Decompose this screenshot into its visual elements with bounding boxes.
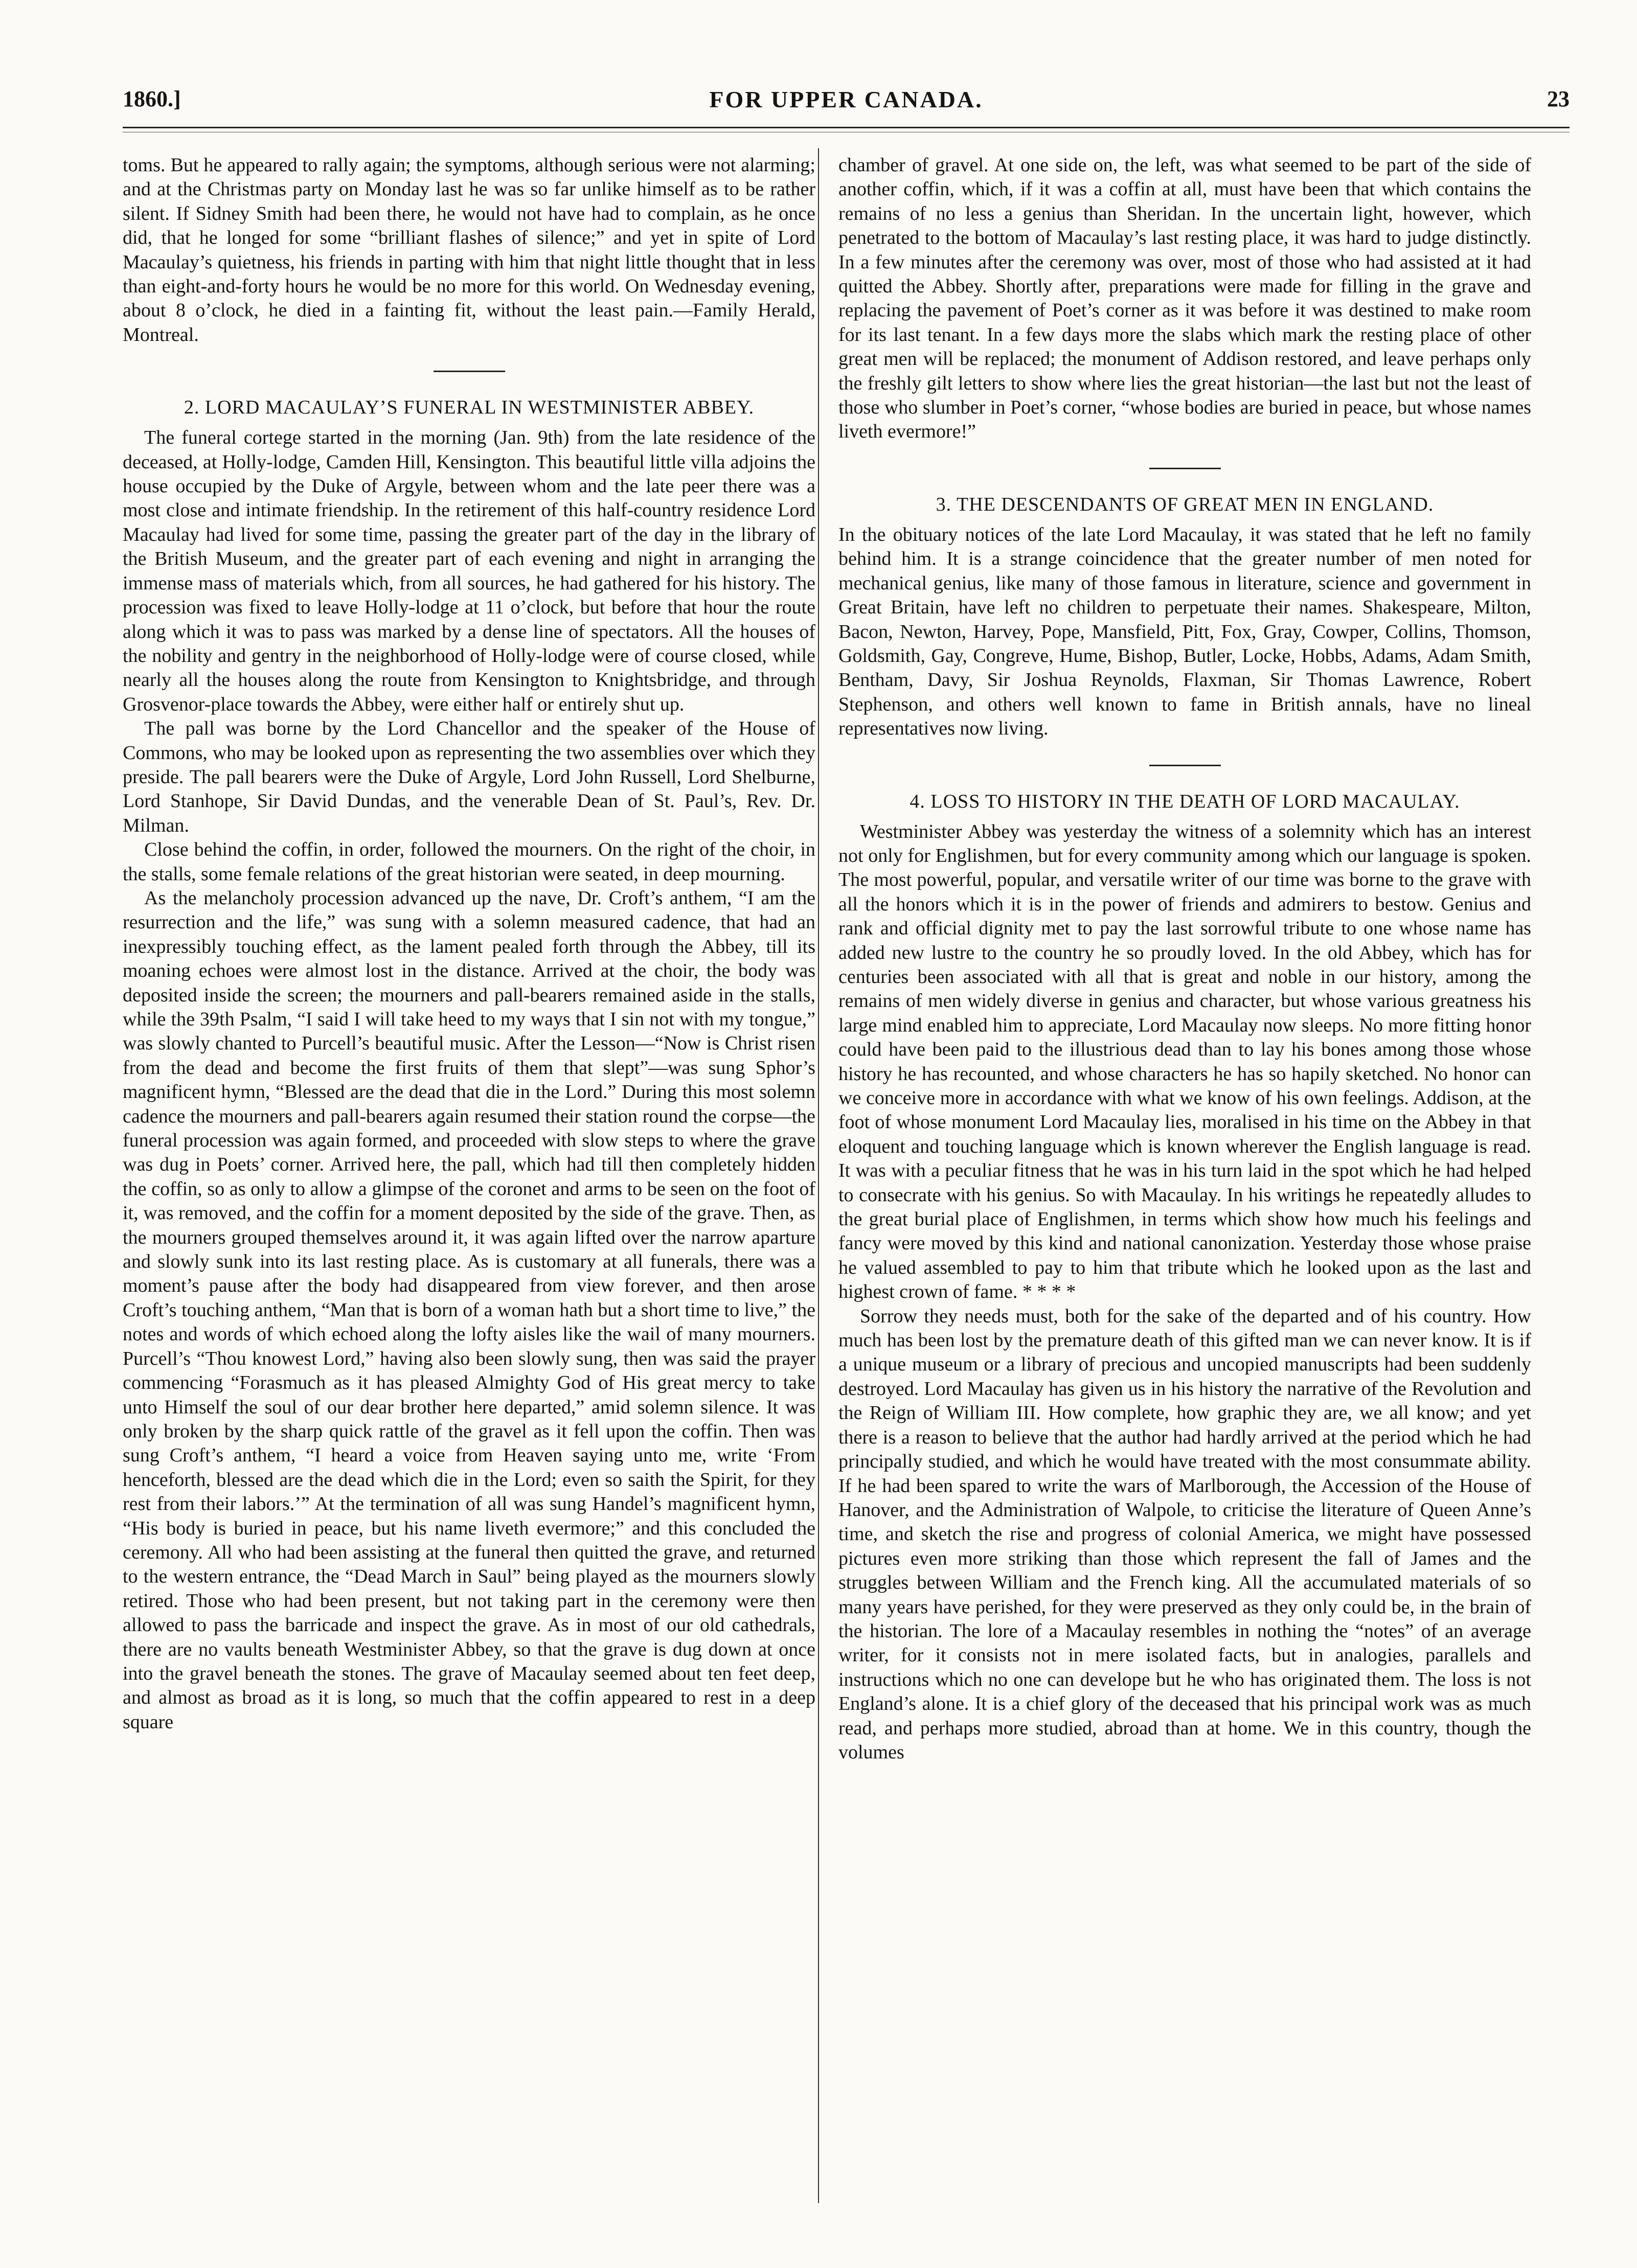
header-rule-thick (123, 127, 1570, 128)
intro-paragraph: toms. But he appeared to rally again; the symptoms, although serious were not alarming; and at the Christmas party on Monday last he was so far unlike himself as to be rather silent. If Sidney Smith had been there, he would not have had to complain, as he once did, that he longed for some “brilliant flashes of silence;” and yet in spite of Lord Macaulay’s quietness, his friends in parting with him that night little thought that in less than eight-and-forty hours he would be no more for this world. On Wednesday evening, about 8 o’clock, he died in a fainting fit, without the least pain.—Family Herald, Montreal. (123, 154, 815, 346)
page-header (123, 86, 1570, 122)
column-divider (818, 148, 819, 2203)
paragraph-pall-bearers: The pall was borne by the Lord Chancellor and the speaker of the House of Commons, who may be looked upon as representing the two assemblies over which they preside. The pall bearers were the Duke of Argyle, Lord John Russell, Lord Shelburne, Lord Stanhope, Sir David Dundas, and the venerable Dean of St. Paul’s, Rev. Dr. Milman. (123, 718, 815, 836)
left-column (123, 153, 815, 1734)
paragraph-descendants: In the obituary notices of the late Lord Macaulay, it was stated that he left no family behind him. It is a strange coincidence that the greater number of men noted for mechanical genius, like many of those famous in literature, science and government in Great Britain, have left no children to perpetuate their names. Shakespeare, Milton, Bacon, Newton, Harvey, Pope, Mansfield, Pitt, Fox, Gray, Cowper, Collins, Thomson, Goldsmith, Gay, Congreve, Hume, Bishop, Butler, Locke, Hobbs, Adams, Adam Smith, Bentham, Davy, Sir Joshua Reynolds, Flaxman, Sir Thomas Lawrence, Robert Stephenson, and others well known to fame in British annals, have no lineal representatives now living. (838, 523, 1531, 740)
paragraph-mourners: Close behind the coffin, in order, followed the mourners. On the right of the choir, in the stalls, some female relations of the great historian were seated, in deep mourning. (123, 839, 815, 885)
header-year: 1860.] (123, 86, 181, 111)
header-title: FOR UPPER CANADA. (709, 86, 983, 112)
section-heading-descendants: 3. THE DESCENDANTS OF GREAT MEN IN ENGLAND. (936, 493, 1434, 515)
section-heading-funeral: 2. LORD MACAULAY’S FUNERAL IN WESTMINISTER ABBEY. (184, 397, 755, 419)
continuation-paragraph: chamber of gravel. At one side on, the left, was what seemed to be part of the side of another coffin, which, if it was a coffin at all, must have been that which contains the remains of no less a genius than Sheridan. In the uncertain light, however, which penetrated to the bottom of Macaulay’s last resting place, it was hard to judge distinctly. In a few minutes after the ceremony was over, most of those who had assisted at it had quitted the Abbey. Shortly after, preparations were made for filling in the grave and replacing the pavement of Poet’s corner as it was before it was destined to make room for its last tenant. In a few days more the slabs which mark the resting place of other great men will be replaced; the monument of Addison restored, and leave perhaps only the freshly gilt letters to show where lies the great historian—the last but not the least of those who slumber in Poet’s corner, “whose bodies are buried in peace, but whose names liveth evermore!” (838, 154, 1531, 443)
paragraph-procession: As the melancholy procession advanced up the nave, Dr. Croft’s anthem, “I am the resurrection and the life,” was sung with a solemn measured cadence, that had an inexpressibly touching effect, as the lament pealed forth through the Abbey, till its moaning echoes were almost lost in the distance. Arrived at the choir, the body was deposited inside the screen; the mourners and pall-bearers remained aside in the stalls, while the 39th Psalm, “I said I will take heed to my ways that I sin not with my tongue,” was slowly chanted to Purcell’s beautiful music. After the Lesson—“Now is Christ risen from the dead and become the first fruits of them that slept”—was sung Sphor’s magnificent hymn, “Blessed are the dead that die in the Lord.” During this most solemn cadence the mourners and pall-bearers again resumed their station round the corpse—the funeral procession was again formed, and proceeded with slow steps to where the grave was dug in Poets’ corner. Arrived here, the pall, which had till then completely hidden the coffin, so as only to allow a glimpse of the coronet and arms to be seen on the foot of it, was removed, and the coffin for a moment deposited by the side of the grave. Then, as the mourners grouped themselves around it, it was again lifted over the narrow aparture and slowly sunk into its last resting place. As is customary at all funerals, there was a moment’s pause after the body had disappeared from view forever, and then arose Croft’s touching anthem, “Man that is born of a woman hath but a short time to live,” the notes and words of which echoed along the lofty aisles like the wail of many mourners. Purcell’s “Thou knowest Lord,” having also been slowly sung, then was said the prayer commencing “Forasmuch as it has pleased Almighty God of His great mercy to take unto Himself the soul of our dear brother here departed,” amid solemn silence. It was only broken by the sharp quick rattle of the gravel as it fell upon the coffin. Then was sung Croft’s anthem, “I heard a voice from Heaven saying unto me, write ‘From henceforth, blessed are the dead which die in the Lord; even so saith the Spirit, for they rest from their labors.’” At the termination of all was sung Handel’s magnificent hymn, “His body is buried in peace, but his name liveth evermore;” and this concluded the ceremony. All who had been assisting at the funeral then quitted the grave, and returned to the western entrance, the “Dead March in Saul” being played as the mourners slowly retired. Those who had been present, but not taking part in the ceremony were then allowed to pass the barricade and inspect the grave. As in most of our old cathedrals, there are no vaults beneath Westminister Abbey, so that the grave is dug down at once into the gravel beneath the stones. The grave of Macaulay seemed about ten feet deep, and almost as broad as it is long, so much that the coffin appeared to rest in a deep square (123, 887, 815, 1733)
section-heading-loss-to-history: 4. LOSS TO HISTORY IN THE DEATH OF LORD MACAULAY. (910, 790, 1460, 812)
right-column (838, 153, 1531, 1765)
paragraph-abbey-solemnity: Westminister Abbey was yesterday the witness of a solemnity which has an interest not only for Englishmen, but for every community among which our language is spoken. The most powerful, popular, and versatile writer of our time was borne to the grave with all the honors which it is in the power of friends and admirers to bestow. Genius and rank and official dignity met to pay the last sorrowful tribute to one whose name has added new lustre to the country he so proudly loved. In the old Abbey, which has for centuries been associated with all that is great and noble in our history, among the remains of men widely diverse in genius and character, but whose various greatness his large mind enabled him to appreciate, Lord Macaulay now sleeps. No more fitting honor could have been paid to the illustrious dead than to lay his bones among those whose history he has recounted, and whose characters he has so hapily sketched. No honor can we conceive more in accordance with what we know of his own feelings. Addison, at the foot of whose monument Lord Macaulay lies, moralised in his time on the Abbey in that eloquent and touching language which is known wherever the English language is read. It was with a peculiar fitness that he was in his turn laid in the spot which he had helped to consecrate with his genius. So with Macaulay. In his writings he repeatedly alludes to the great burial place of Englishmen, in terms which show how much his feelings and fancy were moved by this kind and national canonization. Yesterday those whose praise he valued assembled to pay to him that tribute which he looked upon as the last and highest crown of fame. * * * * (838, 820, 1531, 1303)
paragraph-funeral-cortege: The funeral cortege started in the morning (Jan. 9th) from the late residence of the deceased, at Holly-lodge, Camden Hill, Kensington. This beautiful little villa adjoins the house occupied by the Duke of Argyle, between whom and the late peer there was a most close and intimate friendship. In the retirement of this half-country residence Lord Macaulay had lived for some time, passing the greater part of the day in the library of the British Museum, and the greater part of each evening and night in arranging the immense mass of materials which, from all sources, he had gathered for his history. The procession was fixed to leave Holly-lodge at 11 o’clock, but before that hour the route along which it was to pass was marked by a dense line of spectators. All the houses of the nobility and gentry in the neighborhood of Holly-lodge were of course closed, while nearly all the houses along the route from Kensington to Knightsbridge, and through Grosvenor-place towards the Abbey, were either half or entirely shut up. (123, 427, 815, 715)
page-number: 23 (1547, 86, 1570, 111)
paragraph-sorrow: Sorrow they needs must, both for the sake of the departed and of his country. How much has been lost by the premature death of this gifted man we can never know. It is if a unique museum or a library of precious and uncopied manuscripts had been suddenly destroyed. Lord Macaulay has given us in his history the narrative of the Revolution and the Reign of William III. How complete, how graphic they are, we all know; and yet there is a reason to believe that the author had hardly arrived at the period which he had principally studied, and which he would have treated with the most consummate ability. If he had been spared to write the wars of Marlborough, the Accession of the House of Hanover, and the Administration of Walpole, to criticise the literature of Queen Anne’s time, and sketch the rise and progress of colonial America, we might have possessed pictures even more striking than those which represent the fall of James and the struggles between William and the French king. All the accumulated materials of so many years have perished, for they were preserved as they only could be, in the brain of the historian. The lore of a Macaulay resembles in nothing the “notes” of an average writer, for it consists not in mere isolated facts, but in analogies, parallels and instructions which no one can develope but he who has originated them. The loss is not England’s alone. It is a chief glory of the deceased that his principal work was as much read, and perhaps more studied, abroad than at home. We in this country, though the volumes (838, 1305, 1531, 1763)
